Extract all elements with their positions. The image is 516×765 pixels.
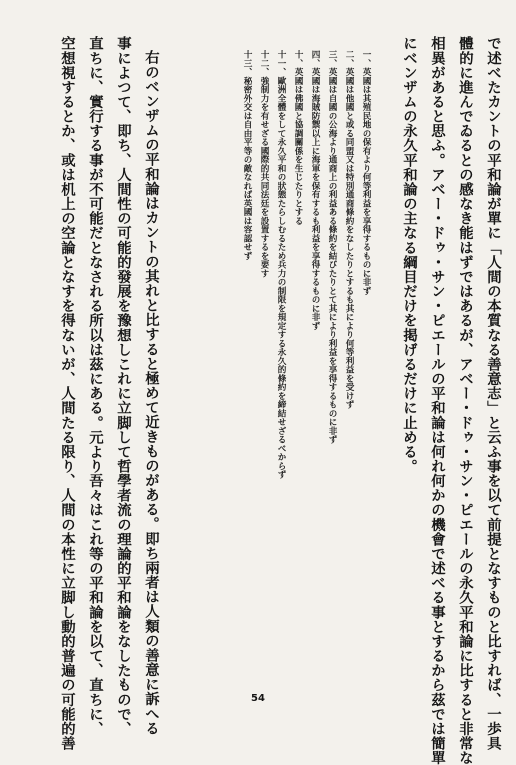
list-item-1: 一、英國は其殖民地の保有より何等利益を享得するものに非ず	[361, 50, 371, 295]
list-item-4: 四、英國は海賊防禦以上に海軍を保有するも利益を享得するものに非ず	[310, 50, 320, 330]
paragraph2-line-1: 右のベンザムの平和論はカントの其れと比すると極めて近きものがある。即ち兩者は人類の善意に訴へる	[143, 50, 160, 736]
page-number: 54	[251, 693, 265, 704]
paragraph1-line-2: 體的に進んでゐるとの感なき能はずではあるが、アベー・ドゥ・サン・ピエールの永久平和論に比すると非常な	[457, 36, 474, 765]
list-item-7: 十二、強制力を有せざる國際的共同法廷を設置するを要す	[259, 50, 269, 278]
list-item-5: 十、英國は佛國と協調關係を生じたりとする	[293, 50, 303, 225]
paragraph1-line-1: で述べたカントの平和論が單に「人間の本質なる善意志」と云ふ事を以て前提となすものと比すれば、一歩具	[485, 36, 502, 751]
paragraph2-line-3: 直ちに、實行する事が不可能だとなされる所以は茲にある。元より吾々はこれ等の平和論を以て、直ちに、	[87, 36, 104, 736]
list-item-2: 二、英國は他國と或る同盟又は特別通商條約をなしたりとするも其により何等利益を受けず	[344, 50, 354, 409]
list-item-8: 十三、秘密外交は自由平等の敵なれば英國は容認せず	[242, 50, 252, 260]
paragraph1-line-3: 相異があると思ふ。アベー・ドゥ・サン・ピエールの平和論は何れ何かの機會で述べる事とするから茲では簡單	[429, 36, 446, 765]
list-item-6: 十一、歐洲全體をして永久平和の狀態たらしむるため兵力の制限を規定する永久的條約を締結せざるべからず	[276, 50, 286, 479]
paragraph1-line-4: にベンザムの永久平和論の主なる綱目だけを掲げるだけに止める。	[401, 36, 418, 474]
list-item-3: 三、英國は自國の公海より通商上の利益ある條約を結びたりとて其により利益を享得するものに非ず	[327, 50, 337, 444]
paragraph2-line-2: 事によつて、即ち、人間性の可能的發展を豫想しこれに立脚して哲學者流の理論的平和論をなしたもので、	[115, 36, 132, 736]
paragraph2-line-4: 空想視するとか、或は机上の空論となすを得ないが、人間たる限り、人間の本性に立脚し動的普遍の可能的善	[59, 36, 76, 751]
